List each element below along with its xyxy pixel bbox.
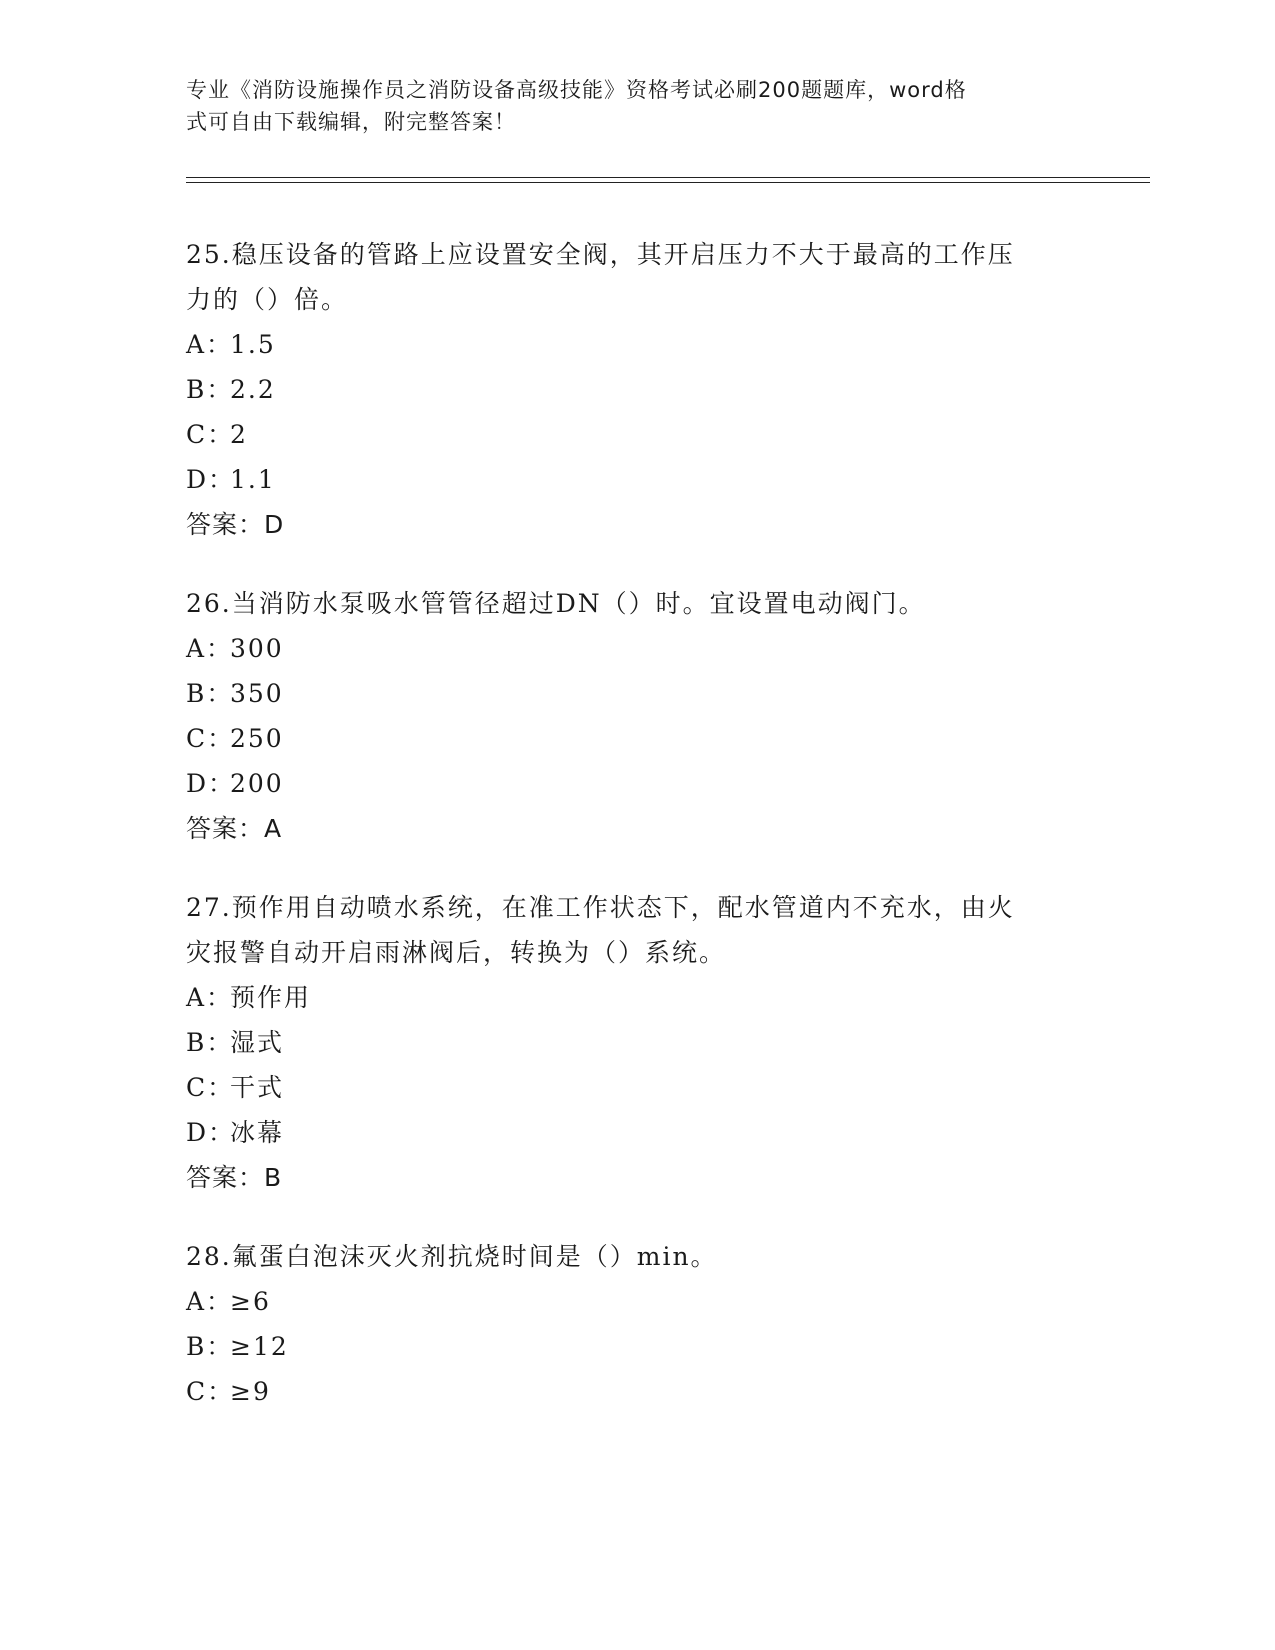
answer: 答案：A xyxy=(186,814,283,843)
option-text: 湿式 xyxy=(230,1028,285,1057)
option-b xyxy=(186,1324,1086,1369)
option-b xyxy=(186,671,1086,716)
option-text: 350 xyxy=(230,679,284,708)
option-text: 2 xyxy=(230,420,248,449)
question-stem xyxy=(186,581,1086,626)
header-divider-bottom xyxy=(186,182,1150,183)
option-key: D： xyxy=(186,769,236,798)
option-text: ≥6 xyxy=(230,1287,271,1316)
document-header xyxy=(186,74,1066,138)
question-stem-line-1: 26.当消防水泵吸水管管径超过DN（）时。宜设置电动阀门。 xyxy=(186,589,926,618)
option-c xyxy=(186,716,1086,761)
header-divider-top xyxy=(186,177,1150,178)
question-stem xyxy=(186,885,1086,975)
option-d xyxy=(186,1110,1086,1155)
option-key: B： xyxy=(186,1028,234,1057)
question-stem-line-1: 28.氟蛋白泡沫灭火剂抗烧时间是（）min。 xyxy=(186,1242,718,1271)
option-a xyxy=(186,322,1086,367)
option-key: B： xyxy=(186,1332,234,1361)
question-stem-line-2: 灾报警自动开启雨淋阀后，转换为（）系统。 xyxy=(186,938,727,967)
option-a xyxy=(186,626,1086,671)
option-key: C： xyxy=(186,1073,235,1102)
option-key: C： xyxy=(186,724,235,753)
question-stem xyxy=(186,1234,1086,1279)
option-a xyxy=(186,1279,1086,1324)
answer: 答案：B xyxy=(186,1163,283,1192)
question-26 xyxy=(186,581,1086,851)
question-stem-line-2: 力的（）倍。 xyxy=(186,285,349,314)
option-text: ≥9 xyxy=(230,1377,271,1406)
option-key: C： xyxy=(186,1377,235,1406)
option-key: D： xyxy=(186,1118,236,1147)
option-a xyxy=(186,975,1086,1020)
option-key: B： xyxy=(186,375,234,404)
option-text: 预作用 xyxy=(230,983,312,1012)
option-text: ≥12 xyxy=(230,1332,289,1361)
question-28 xyxy=(186,1234,1086,1414)
header-title-line-1: 专业《消防设施操作员之消防设备高级技能》资格考试必刷200题题库，word格 xyxy=(186,78,967,102)
question-stem xyxy=(186,232,1086,322)
option-d xyxy=(186,761,1086,806)
option-d xyxy=(186,457,1086,502)
option-b xyxy=(186,367,1086,412)
option-key: B： xyxy=(186,679,234,708)
option-text: 250 xyxy=(230,724,284,753)
option-c xyxy=(186,412,1086,457)
option-key: A： xyxy=(186,634,234,663)
option-text: 300 xyxy=(230,634,284,663)
question-25 xyxy=(186,232,1086,547)
question-stem-line-1: 25.稳压设备的管路上应设置安全阀，其开启压力不大于最高的工作压 xyxy=(186,240,1015,269)
option-b xyxy=(186,1020,1086,1065)
option-text: 200 xyxy=(230,769,284,798)
option-key: C： xyxy=(186,420,235,449)
question-27 xyxy=(186,885,1086,1200)
option-text: 1.5 xyxy=(230,330,276,359)
option-key: D： xyxy=(186,465,236,494)
option-text: 1.1 xyxy=(230,465,276,494)
option-key: A： xyxy=(186,983,234,1012)
header-title-line-2: 式可自由下载编辑，附完整答案！ xyxy=(186,110,516,134)
option-text: 冰幕 xyxy=(230,1118,285,1147)
answer: 答案：D xyxy=(186,510,285,539)
option-key: A： xyxy=(186,1287,234,1316)
question-stem-line-1: 27.预作用自动喷水系统，在准工作状态下，配水管道内不充水，由火 xyxy=(186,893,1015,922)
option-text: 2.2 xyxy=(230,375,276,404)
option-text: 干式 xyxy=(230,1073,285,1102)
option-key: A： xyxy=(186,330,234,359)
question-list xyxy=(186,232,1086,1448)
option-c xyxy=(186,1065,1086,1110)
option-c xyxy=(186,1369,1086,1414)
